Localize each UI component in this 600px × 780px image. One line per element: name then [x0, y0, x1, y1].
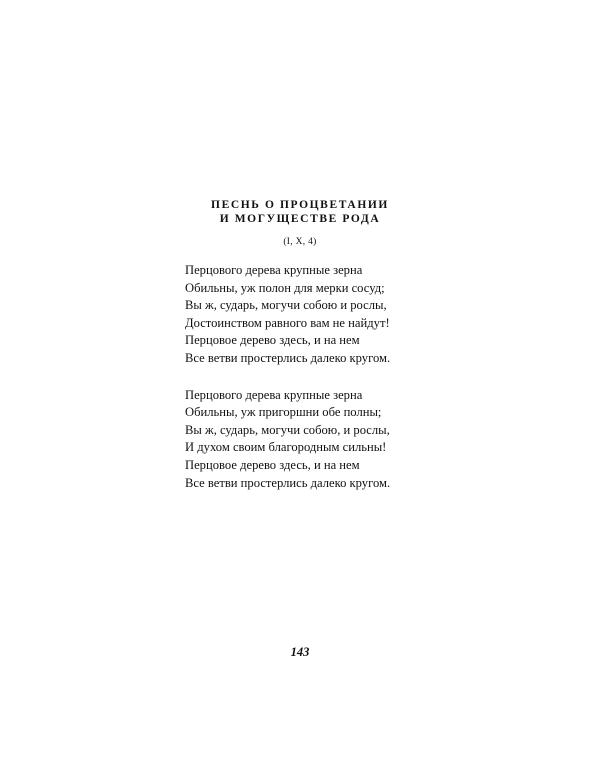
poem-line: Достоинством равного вам не найдут!	[185, 315, 390, 330]
poem-line: Все ветви простерлись далеко кругом.	[185, 350, 391, 365]
poem-body	[185, 262, 445, 511]
poem-line: Вы ж, сударь, могучи собою и рослы,	[185, 298, 387, 313]
poem-line: Перцовое дерево здесь, и на нем	[185, 457, 360, 472]
poem-title-block	[0, 198, 600, 248]
poem-line: Обильны, уж пригоршни обе полны;	[185, 405, 382, 420]
page-number: 143	[290, 645, 310, 659]
poem-line: Перцовое дерево здесь, и на нем	[185, 333, 360, 348]
stanza-2	[185, 387, 445, 493]
poem-line: И духом своим благородным сильны!	[185, 440, 387, 455]
poem-line: Перцового дерева крупные зерна	[185, 387, 363, 402]
poem-source-reference: (I, X, 4)	[283, 237, 317, 247]
poem-title-line-2: И МОГУЩЕСТВЕ РОДА	[219, 213, 381, 225]
poem-line: Все ветви простерлись далеко кругом.	[185, 475, 391, 490]
poem-line: Обильны, уж полон для мерки сосуд;	[185, 280, 385, 295]
stanza-1	[185, 262, 445, 368]
poem-line: Перцового дерева крупные зерна	[185, 263, 363, 277]
poem-line: Вы ж, сударь, могучи собою, и рослы,	[185, 422, 390, 437]
poem-title-line-1: ПЕСНЬ О ПРОЦВЕТАНИИ	[211, 199, 389, 211]
